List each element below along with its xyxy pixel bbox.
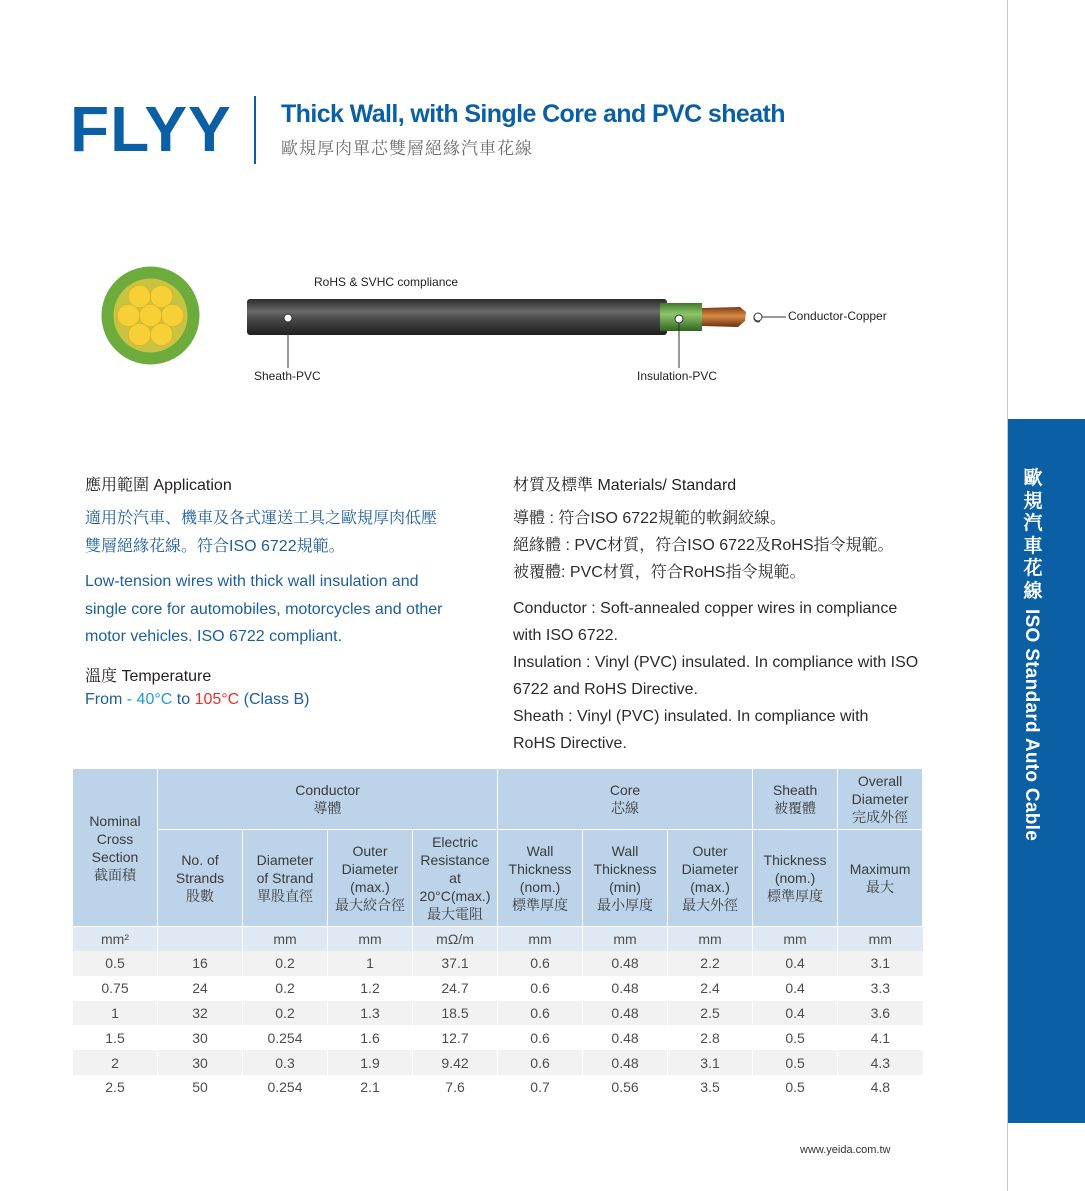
side-banner (1008, 419, 1085, 1123)
col-outer-diameter: Outer Diameter (max.) 最大絞合徑 (328, 830, 413, 927)
table-cell: 0.6 (498, 976, 583, 1001)
col-strands: No. of Strands 股數 (158, 830, 243, 927)
materials-zh: 導體 : 符合ISO 6722規範的軟銅絞線。 絕緣體 : PVC材質，符合ISO 6722及RoHS指令規範。 被覆體: PVC材質，符合RoHS指令規範。 (513, 510, 894, 581)
col-wall-thickness-min: Wall Thickness (min) 最小厚度 (583, 830, 668, 927)
table-cell: 1.5 (73, 1025, 158, 1050)
table-row (73, 1075, 923, 1100)
table-cell: 1.6 (328, 1025, 413, 1050)
table-cell: 4.8 (838, 1075, 923, 1100)
col-core-outer-diameter: Outer Diameter (max.) 最大外徑 (668, 830, 753, 927)
table-cell: 30 (158, 1050, 243, 1075)
unit-cell (158, 927, 243, 952)
group-core: Core 芯線 (498, 769, 753, 830)
unit-cell: mm² (73, 927, 158, 952)
unit-cell: mm (668, 927, 753, 952)
table-row (73, 1001, 923, 1026)
table-cell: 0.254 (243, 1075, 328, 1100)
group-sheath: Sheath 被覆體 (753, 769, 838, 830)
col-strand-diameter: Diameter of Strand 單股直徑 (243, 830, 328, 927)
table-cell: 1.9 (328, 1050, 413, 1075)
table-cell: 24 (158, 976, 243, 1001)
table-cell: 12.7 (413, 1025, 498, 1050)
application-zh: 適用於汽車、機車及各式運送工具之歐規厚肉低壓 雙層絕緣花線。符合ISO 6722規範。 (85, 510, 438, 555)
spec-table-body (73, 927, 923, 1100)
unit-cell: mm (498, 927, 583, 952)
conductor-label: Conductor-Copper (788, 309, 887, 323)
header-divider (254, 96, 256, 164)
materials-en: Conductor : Soft-annealed copper wires in compliance with ISO 6722. Insulation : Vinyl (PVC) insulated. In compliance with ISO 6722 and RoHS Directive. Sheath : Vinyl (PVC) insulated. In compliance with RoHS Directive. (513, 600, 919, 752)
table-cell: 50 (158, 1075, 243, 1100)
table-cell: 0.6 (498, 951, 583, 976)
table-cell: 0.48 (583, 1025, 668, 1050)
table-cell: 0.75 (73, 976, 158, 1001)
table-cell: 0.5 (753, 1050, 838, 1075)
table-cell: 0.6 (498, 1050, 583, 1075)
temperature-heading: 溫度 Temperature (85, 668, 212, 685)
unit-cell: mm (753, 927, 838, 952)
unit-cell: mm (328, 927, 413, 952)
table-cell: 0.4 (753, 951, 838, 976)
table-cell: 1 (73, 1001, 158, 1026)
table-cell: 0.254 (243, 1025, 328, 1050)
table-cell: 32 (158, 1001, 243, 1026)
table-cell: 4.3 (838, 1050, 923, 1075)
table-cell: 9.42 (413, 1050, 498, 1075)
table-cell: 0.2 (243, 1001, 328, 1026)
table-row (73, 951, 923, 976)
table-cell: 0.48 (583, 951, 668, 976)
table-cell: 4.1 (838, 1025, 923, 1050)
table-cell: 16 (158, 951, 243, 976)
temperature-range: From - 40°C to 105°C (Class B) (85, 691, 310, 708)
unit-cell: mm (838, 927, 923, 952)
table-cell: 0.4 (753, 976, 838, 1001)
table-cell: 0.48 (583, 1050, 668, 1075)
insulation-label: Insulation-PVC (637, 369, 718, 383)
table-cell: 1.3 (328, 1001, 413, 1026)
product-title-zh: 歐規厚肉單芯雙層絕緣汽車花線 (281, 139, 533, 159)
cable-cross-section-icon (100, 265, 201, 366)
table-row (73, 1050, 923, 1075)
table-cell: 3.3 (838, 976, 923, 1001)
table-cell: 30 (158, 1025, 243, 1050)
table-cell: 0.5 (73, 951, 158, 976)
conductor-pointer-icon (752, 311, 792, 323)
table-cell: 0.3 (243, 1050, 328, 1075)
table-row (73, 1025, 923, 1050)
col-wall-thickness-nom: Wall Thickness (nom.) 標準厚度 (498, 830, 583, 927)
table-cell: 2.5 (668, 1001, 753, 1026)
table-cell: 3.1 (668, 1050, 753, 1075)
table-cell: 2.8 (668, 1025, 753, 1050)
table-cell: 0.48 (583, 976, 668, 1001)
table-cell: 0.4 (753, 1001, 838, 1026)
model-name: FLYY (70, 93, 232, 165)
table-cell: 2.1 (328, 1075, 413, 1100)
table-cell: 3.6 (838, 1001, 923, 1026)
table-row (73, 976, 923, 1001)
unit-cell: mΩ/m (413, 927, 498, 952)
application-en: Low-tension wires with thick wall insulation and single core for automobiles, motorcycles and other motor vehicles. ISO 6722 compliant. (85, 573, 443, 645)
table-cell: 2.5 (73, 1075, 158, 1100)
table-cell: 0.7 (498, 1075, 583, 1100)
table-cell: 37.1 (413, 951, 498, 976)
table-cell: 1.2 (328, 976, 413, 1001)
product-title-en: Thick Wall, with Single Core and PVC sheath (281, 100, 785, 128)
table-cell: 0.2 (243, 976, 328, 1001)
table-cell: 0.6 (498, 1001, 583, 1026)
units-row (73, 927, 923, 952)
table-cell: 0.5 (753, 1025, 838, 1050)
table-cell: 0.48 (583, 1001, 668, 1026)
col-sheath-thickness: Thickness (nom.) 標準厚度 (753, 830, 838, 927)
spec-table (72, 768, 923, 1100)
table-cell: 3.5 (668, 1075, 753, 1100)
col-electric-resistance: Electric Resistance at 20°C(max.) 最大電阻 (413, 830, 498, 927)
table-cell: 3.1 (838, 951, 923, 976)
sheath-label: Sheath-PVC (254, 369, 321, 383)
side-banner-zh: 歐規汽車花線 (1023, 467, 1043, 602)
group-overall-diameter: Overall Diameter 完成外徑 (838, 769, 923, 830)
table-cell: 0.56 (583, 1075, 668, 1100)
table-cell: 0.6 (498, 1025, 583, 1050)
group-conductor: Conductor 導體 (158, 769, 498, 830)
table-cell: 18.5 (413, 1001, 498, 1026)
website-url: www.yeida.com.tw (800, 1144, 891, 1156)
table-cell: 24.7 (413, 976, 498, 1001)
table-cell: 7.6 (413, 1075, 498, 1100)
compliance-label: RoHS & SVHC compliance (314, 275, 459, 289)
table-cell: 0.2 (243, 951, 328, 976)
table-cell: 0.5 (753, 1075, 838, 1100)
unit-cell: mm (583, 927, 668, 952)
col-overall-maximum: Maximum 最大 (838, 830, 923, 927)
materials-heading: 材質及標準 Materials/ Standard (513, 477, 737, 494)
application-heading: 應用範圍 Application (85, 477, 232, 494)
unit-cell: mm (243, 927, 328, 952)
col-nominal-cross-section: Nominal Cross Section 截面積 (73, 769, 158, 927)
table-cell: 2 (73, 1050, 158, 1075)
table-cell: 2.2 (668, 951, 753, 976)
table-cell: 2.4 (668, 976, 753, 1001)
side-banner-en: ISO Standard Auto Cable (1021, 609, 1042, 842)
table-cell: 1 (328, 951, 413, 976)
